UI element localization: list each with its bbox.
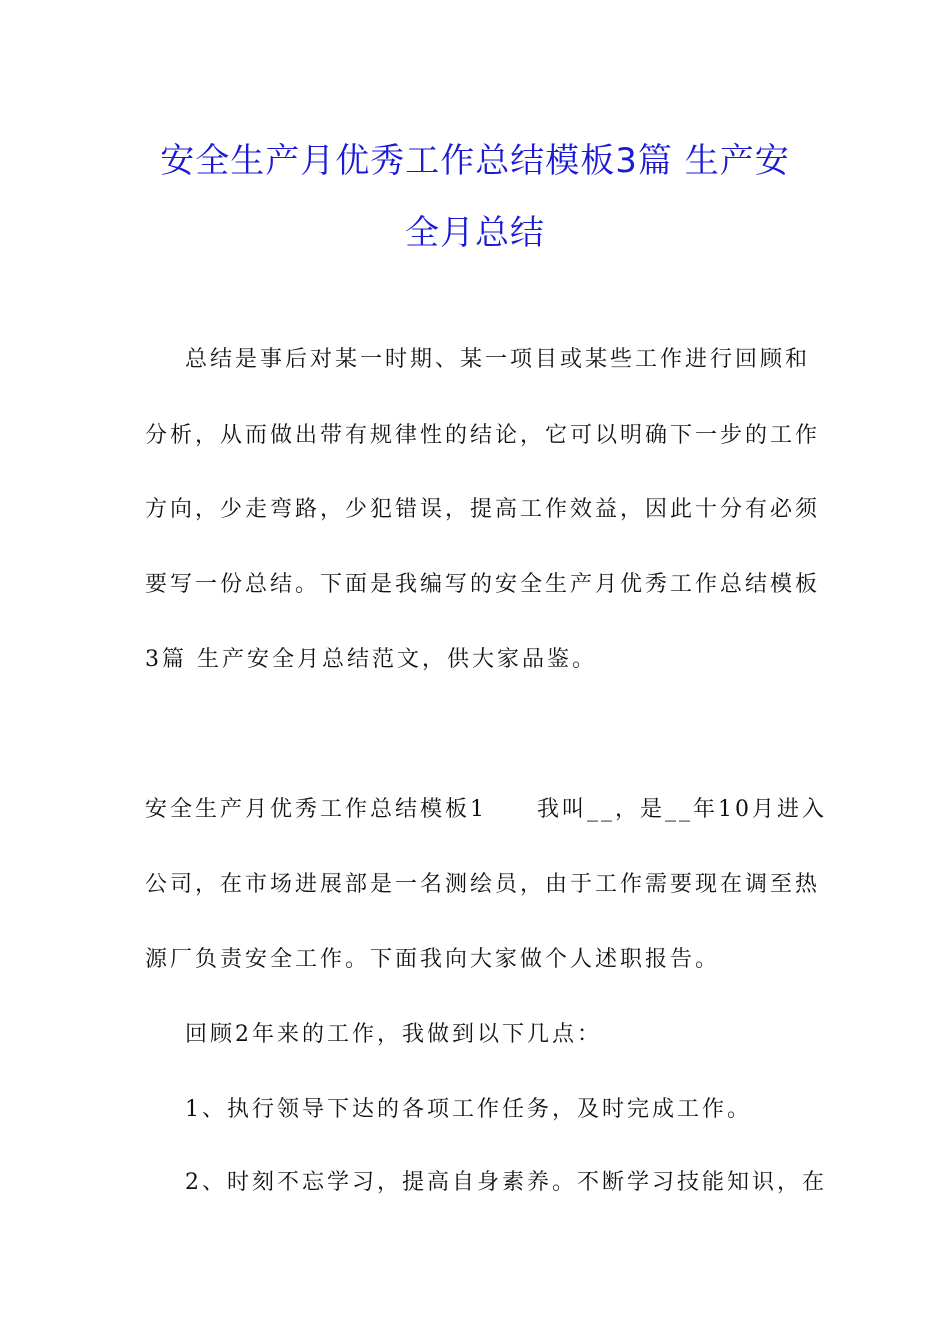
intro-paragraph-line: 方向，少走弯路，少犯错误，提高工作效益，因此十分有必须 (145, 497, 821, 522)
body-paragraph-line: 源厂负责安全工作。下面我向大家做个人述职报告。 (145, 947, 721, 972)
intro-paragraph-line: 3篇 生产安全月总结范文，供大家品鉴。 (145, 647, 597, 672)
document-title-line-1: 安全生产月优秀工作总结模板3篇 生产安 (160, 141, 790, 181)
body-paragraph-line: 回顾2年来的工作，我做到以下几点： (145, 1022, 602, 1047)
body-paragraph-line: 2、时刻不忘学习，提高自身素养。不断学习技能知识，在 (145, 1170, 827, 1195)
intro-paragraph-line: 要写一份总结。下面是我编写的安全生产月优秀工作总结模板 (145, 572, 821, 597)
body-paragraph-line: 安全生产月优秀工作总结模板1 我叫__，是__年10月进入 (145, 797, 827, 822)
body-paragraph-line: 公司，在市场进展部是一名测绘员，由于工作需要现在调至热 (145, 872, 821, 897)
intro-paragraph-line: 总结是事后对某一时期、某一项目或某些工作进行回顾和 (145, 347, 810, 372)
body-paragraph-line: 1、执行领导下达的各项工作任务，及时完成工作。 (145, 1097, 752, 1122)
intro-paragraph-line: 分析，从而做出带有规律性的结论，它可以明确下一步的工作 (145, 423, 821, 448)
document-title-line-2: 全月总结 (405, 213, 545, 253)
